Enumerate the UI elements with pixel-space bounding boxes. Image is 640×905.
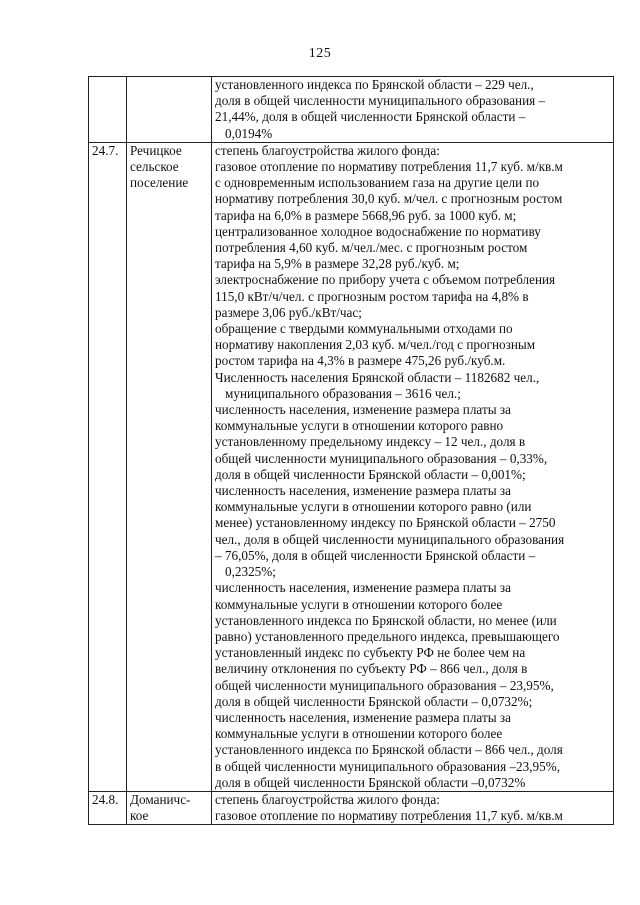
text-line: потребления 4,60 куб. м/чел./мес. с прогнозным ростом	[215, 240, 528, 256]
text-line: коммунальные услуги в отношении которого более	[215, 596, 503, 612]
text-line: 115,0 кВт/ч/чел. с прогнозным ростом тарифа на 4,8% в	[215, 288, 529, 304]
row-text-cell	[212, 791, 614, 824]
text-line: газовое отопление по нормативу потребления 11,7 куб. м/кв.м	[215, 808, 563, 824]
text-line: в общей численности муниципального образования –23,95%,	[215, 758, 560, 774]
text-line: численность населения, изменение размера платы за	[215, 580, 511, 596]
text-line: чел., доля в общей численности муниципального образования	[215, 531, 565, 547]
text-line: численность населения, изменение размера платы за	[215, 709, 511, 725]
row-name-cell	[127, 77, 212, 143]
text-line: 21,44%, доля в общей численности Брянской области –	[215, 109, 526, 125]
name-line: Доманичс-	[130, 791, 191, 807]
row-text-cell	[212, 142, 614, 791]
text-line: менее) установленному индексу по Брянской области – 2750	[215, 515, 556, 531]
text-line: установленный индекс по субъекту РФ не более чем на	[215, 645, 526, 661]
row-name-cell	[127, 791, 212, 824]
table-row	[89, 142, 614, 791]
text-line: величину отклонения по субъекту РФ – 866 чел., доля в	[215, 661, 528, 677]
row-name-cell	[127, 142, 212, 791]
name-line: сельское	[130, 159, 179, 175]
text-line: степень благоустройства жилого фонда:	[215, 142, 440, 158]
text-line: установленного индекса по Брянской области – 229 чел.,	[215, 77, 534, 92]
text-line: общей численности муниципального образования – 23,95%,	[215, 677, 554, 693]
text-line: доля в общей численности муниципального образования –	[215, 93, 546, 109]
text-line: доля в общей численности Брянской области –0,0732%	[215, 774, 526, 790]
text-line: ростом тарифа на 4,3% в размере 475,26 руб./куб.м.	[215, 353, 506, 369]
text-line: общей численности муниципального образования – 0,33%,	[215, 450, 548, 466]
row-number-cell: 24.7.	[89, 142, 127, 791]
table-row	[89, 791, 614, 824]
text-line: размере 3,06 руб./кВт/час;	[215, 304, 362, 320]
row-number-cell: 24.8.	[89, 791, 127, 824]
text-line: установленного индекса по Брянской области – 866 чел., доля	[215, 742, 563, 758]
text-line: 0,0194%	[225, 125, 273, 141]
text-line: коммунальные услуги в отношении которого равно (или	[215, 499, 532, 515]
text-line: коммунальные услуги в отношении которого более	[215, 726, 503, 742]
text-line: установленного индекса по Брянской области, но менее (или	[215, 612, 557, 628]
text-line: – 76,05%, доля в общей численности Брянской области –	[215, 547, 536, 563]
text-line: муниципального образования – 3616 чел.;	[225, 385, 461, 401]
text-line: равно) установленного предельного индекса, превышающего	[215, 628, 560, 644]
table-row	[89, 77, 614, 143]
text-line: с одновременным использованием газа на другие цели по	[215, 175, 540, 191]
row-text-cell	[212, 77, 614, 143]
text-line: доля в общей численности Брянской области – 0,0732%;	[215, 693, 533, 709]
page-number: 125	[308, 46, 332, 61]
row-number-cell	[89, 77, 127, 143]
text-line: численность населения, изменение размера платы за	[215, 483, 511, 499]
text-line: обращение с твердыми коммунальными отходами по	[215, 321, 513, 337]
text-line: тарифа на 5,9% в размере 32,28 руб./куб. м;	[215, 256, 460, 272]
text-line: 0,2325%;	[225, 564, 276, 580]
name-line: поселение	[130, 175, 189, 191]
text-line: тарифа на 6,0% в размере 5668,96 руб. за 1000 куб. м;	[215, 207, 517, 223]
text-line: установленному предельному индексу – 12 чел., доля в	[215, 434, 526, 450]
document-table	[88, 76, 614, 825]
text-line: электроснабжение по прибору учета с объемом потребления	[215, 272, 556, 288]
text-line: централизованное холодное водоснабжение по нормативу	[215, 223, 541, 239]
text-line: Численность населения Брянской области – 1182682 чел.,	[215, 369, 540, 385]
text-line: нормативу накопления 2,03 куб. м/чел./год с прогнозным	[215, 337, 536, 353]
text-line: доля в общей численности Брянской области – 0,001%;	[215, 466, 526, 482]
text-line: коммунальные услуги в отношении которого равно	[215, 418, 504, 434]
text-line: степень благоустройства жилого фонда:	[215, 791, 440, 807]
text-line: нормативу потребления 30,0 куб. м/чел. с прогнозным ростом	[215, 191, 563, 207]
text-line: газовое отопление по нормативу потребления 11,7 куб. м/кв.м	[215, 159, 563, 175]
name-line: кое	[130, 808, 149, 824]
name-line: Речицкое	[130, 142, 182, 158]
text-line: численность населения, изменение размера платы за	[215, 402, 511, 418]
